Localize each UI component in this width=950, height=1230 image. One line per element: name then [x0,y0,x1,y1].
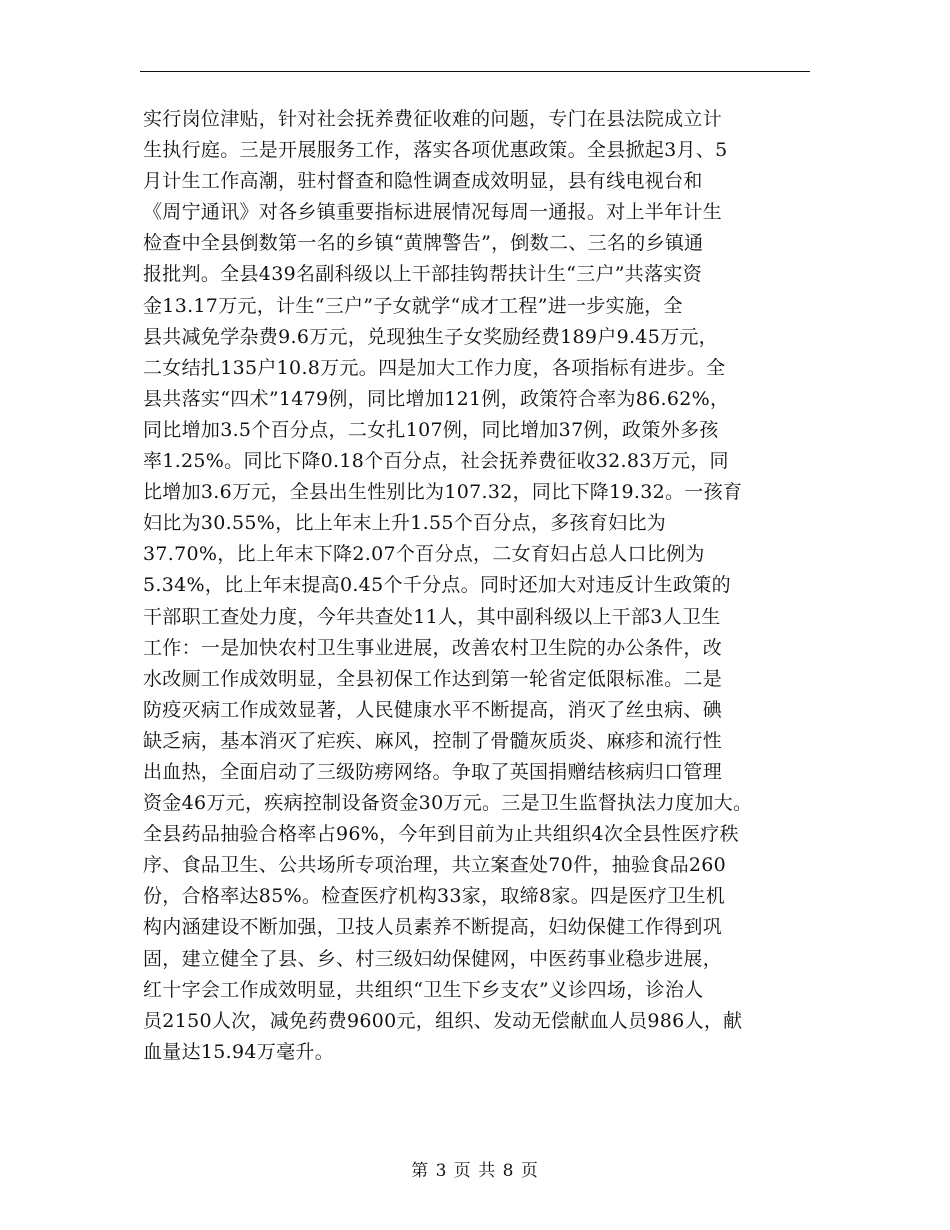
body-line: 率1.25%。同比下降0.18个百分点，社会抚养费征收32.83万元，同 [143,450,729,473]
body-line: 同比增加3.5个百分点，二女扎107例，同比增加37例，政策外多孩 [143,418,719,441]
body-line: 妇比为30.55%，比上年末上升1.55个百分点，多孩育妇比为 [143,512,667,535]
body-line: 生执行庭。三是开展服务工作，落实各项优惠政策。全县掀起3月、5 [143,139,728,162]
page-footer: 第 3 页 共 8 页 [411,1161,539,1181]
body-text [143,104,813,1068]
body-line: 缺乏病，基本消灭了疟疾、麻风，控制了骨髓灰质炎、麻疹和流行性 [143,729,723,752]
body-line: 序、食品卫生、公共场所专项治理，共立案查处70件，抽验食品260 [143,854,727,877]
body-line: 资金46万元，疾病控制设备资金30万元。三是卫生监督执法力度加大。 [143,792,753,815]
body-line: 比增加3.6万元，全县出生性别比为107.32，同比下降19.32。一孩育 [143,481,743,504]
body-line: 月计生工作高潮，驻村督查和隐性调查成效明显，县有线电视台和 [143,170,703,193]
body-line: 水改厕工作成效明显，全县初保工作达到第一轮省定低限标准。二是 [143,667,723,690]
body-line: 固，建立健全了县、乡、村三级妇幼保健网，中医药事业稳步进展， [143,947,723,970]
body-line: 构内涵建设不断加强，卫技人员素养不断提高，妇幼保健工作得到巩 [143,916,723,939]
body-line: 实行岗位津贴，针对社会抚养费征收难的问题，专门在县法院成立计 [143,108,723,130]
body-line: 5.34%，比上年末提高0.45个千分点。同时还加大对违反计生政策的 [143,574,731,597]
body-line: 员2150人次，减免药费9600元，组织、发动无偿献血人员986人，献 [143,1009,743,1032]
body-line: 二女结扎135户10.8万元。四是加大工作力度，各项指标有进步。全 [143,356,726,379]
body-line: 防疫灭病工作成效显著，人民健康水平不断提高，消灭了丝虫病、碘 [143,698,723,721]
body-line: 工作：一是加快农村卫生事业进展，改善农村卫生院的办公条件，改 [143,636,723,659]
body-line: 干部职工查处力度，今年共查处11人，其中副科级以上干部3人卫生 [143,605,721,628]
body-line: 县共落实“四术”1479例，同比增加121例，政策符合率为86.62%， [143,387,730,410]
body-line: 县共减免学杂费9.6万元，兑现独生子女奖励经费189户9.45万元， [143,325,718,348]
body-line: 金13.17万元，计生“三户”子女就学“成才工程”进一步实施，全 [143,294,683,317]
body-line: 《周宁通讯》对各乡镇重要指标进展情况每周一通报。对上半年计生 [143,201,723,224]
header-rule [140,71,810,72]
body-line: 血量达15.94万毫升。 [143,1040,334,1063]
body-line: 红十字会工作成效明显，共组织“卫生下乡支农”义诊四场，诊治人 [143,978,704,1001]
body-line: 全县药品抽验合格率占96%，今年到目前为止共组织4次全县性医疗秩 [143,823,739,846]
body-line: 份，合格率达85%。检查医疗机构33家，取缔8家。四是医疗卫生机 [143,885,726,908]
body-line: 报批判。全县439名副科级以上干部挂钩帮扶计生“三户”共落实资 [143,263,702,286]
body-line: 37.70%，比上年末下降2.07个百分点，二女育妇占总人口比例为 [143,543,705,566]
body-line: 出血热，全面启动了三级防痨网络。争取了英国捐赠结核病归口管理 [143,760,723,783]
body-line: 检查中全县倒数第一名的乡镇“黄牌警告”，倒数二、三名的乡镇通 [143,232,704,255]
